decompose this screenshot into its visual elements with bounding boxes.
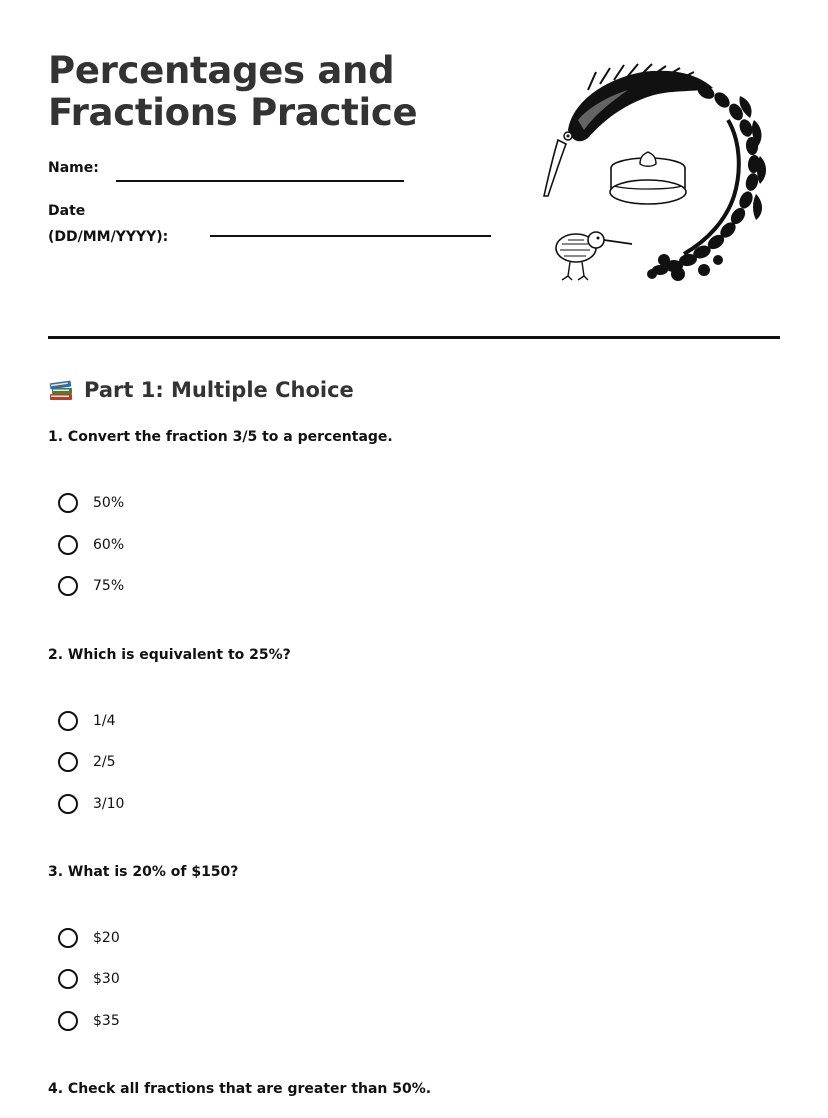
small-kiwi-icon — [556, 232, 632, 280]
option-q1-a[interactable] — [58, 491, 124, 515]
name-label: Name: — [48, 160, 99, 176]
name-field[interactable] — [116, 180, 404, 182]
option-q2-c[interactable] — [58, 792, 124, 816]
section-divider — [48, 336, 780, 339]
date-label-line-2: (DD/MM/YYYY): — [48, 229, 169, 245]
option-label: 1/4 — [93, 713, 116, 729]
option-label: 2/5 — [93, 754, 116, 770]
option-q3-a[interactable] — [58, 926, 120, 950]
option-label: $30 — [93, 971, 120, 987]
question-1: 1. Convert the fraction 3/5 to a percentage. — [48, 429, 393, 445]
radio-button[interactable] — [58, 752, 78, 772]
radio-button[interactable] — [58, 928, 78, 948]
section-heading-text: Part 1: Multiple Choice — [84, 378, 354, 402]
option-label: 50% — [93, 495, 125, 511]
radio-button[interactable] — [58, 1011, 78, 1031]
radio-button[interactable] — [58, 576, 78, 596]
radio-button[interactable] — [58, 493, 78, 513]
option-q3-b[interactable] — [58, 967, 120, 991]
option-label: $20 — [93, 930, 120, 946]
title-line-1: Percentages and — [48, 49, 395, 92]
question-3: 3. What is 20% of $150? — [48, 864, 239, 880]
cake-icon — [610, 152, 686, 204]
date-field[interactable] — [210, 235, 491, 237]
option-label: 3/10 — [93, 796, 125, 812]
section-heading — [48, 374, 354, 406]
option-q1-c[interactable] — [58, 574, 124, 598]
question-2: 2. Which is equivalent to 25%? — [48, 647, 291, 663]
option-q1-b[interactable] — [58, 533, 124, 557]
option-label: 75% — [93, 578, 125, 594]
title-line-2: Fractions Practice — [48, 91, 418, 134]
option-q2-b[interactable] — [58, 750, 116, 774]
radio-button[interactable] — [58, 711, 78, 731]
books-icon — [48, 377, 74, 403]
date-label-line-1: Date — [48, 203, 86, 219]
option-q3-c[interactable] — [58, 1009, 120, 1033]
radio-button[interactable] — [58, 969, 78, 989]
option-q2-a[interactable] — [58, 709, 116, 733]
kiwi-cake-illustration — [528, 60, 790, 292]
radio-button[interactable] — [58, 794, 78, 814]
question-4: 4. Check all fractions that are greater than 50%. — [48, 1081, 432, 1097]
option-label: 60% — [93, 537, 125, 553]
radio-button[interactable] — [58, 535, 78, 555]
page-title — [48, 50, 417, 134]
option-label: $35 — [93, 1013, 120, 1029]
